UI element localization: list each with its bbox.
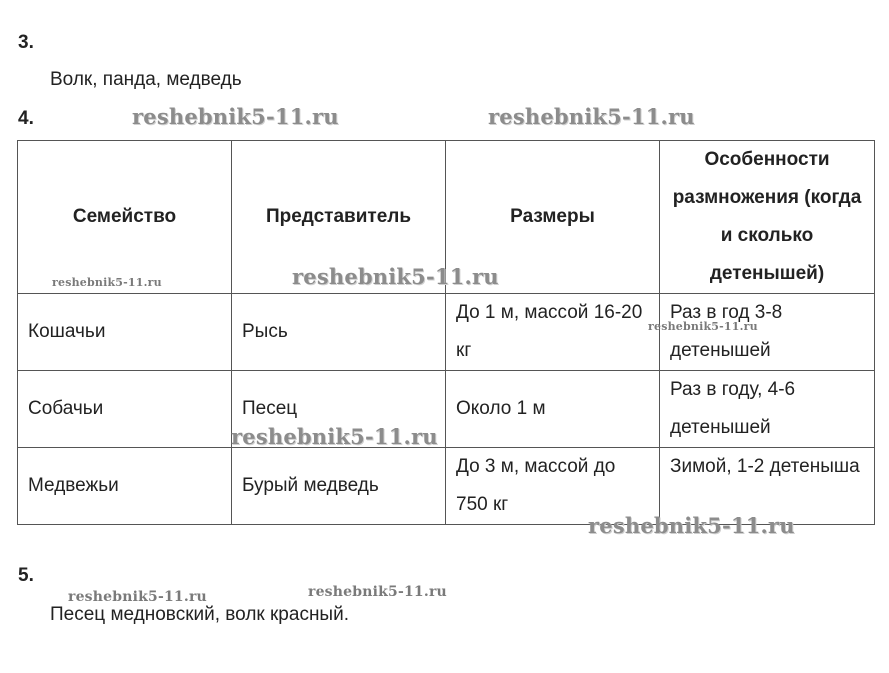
item-number-3: 3. bbox=[18, 32, 34, 53]
header-family: Семейство bbox=[18, 141, 232, 294]
cell-representative: Бурый медведь bbox=[232, 448, 446, 525]
watermark: reshebnik5-11.ru bbox=[231, 424, 438, 449]
watermark: reshebnik5-11.ru bbox=[68, 589, 207, 605]
watermark: reshebnik5-11.ru bbox=[132, 104, 339, 129]
header-representative: Представитель bbox=[232, 141, 446, 294]
answer-5: Песец медновский, волк красный. bbox=[50, 604, 349, 625]
watermark: reshebnik5-11.ru bbox=[292, 264, 499, 289]
cell-representative: Песец bbox=[232, 371, 446, 448]
cell-reproduction: Раз в году, 4-6 детенышей bbox=[660, 371, 875, 448]
cell-sizes: Около 1 м bbox=[446, 371, 660, 448]
watermark: reshebnik5-11.ru bbox=[648, 320, 758, 333]
item-number-5: 5. bbox=[18, 565, 34, 586]
answer-3: Волк, панда, медведь bbox=[50, 69, 242, 90]
cell-family: Кошачьи bbox=[18, 294, 232, 371]
cell-family: Медвежьи bbox=[18, 448, 232, 525]
watermark: reshebnik5-11.ru bbox=[308, 584, 447, 600]
table-row bbox=[18, 371, 875, 448]
cell-family: Собачьи bbox=[18, 371, 232, 448]
item-number-4: 4. bbox=[18, 108, 34, 129]
watermark: reshebnik5-11.ru bbox=[52, 276, 162, 289]
watermark: reshebnik5-11.ru bbox=[588, 513, 795, 538]
header-reproduction: Особенности размножения (когда и сколько детенышей) bbox=[660, 141, 875, 294]
header-sizes: Размеры bbox=[446, 141, 660, 294]
cell-sizes: До 3 м, массой до 750 кг bbox=[446, 448, 660, 525]
watermark: reshebnik5-11.ru bbox=[488, 104, 695, 129]
cell-reproduction: Зимой, 1-2 детеныша bbox=[660, 448, 875, 525]
cell-sizes: До 1 м, массой 16-20 кг bbox=[446, 294, 660, 371]
cell-reproduction: Раз в год 3-8 детенышей bbox=[660, 294, 875, 371]
cell-representative: Рысь bbox=[232, 294, 446, 371]
